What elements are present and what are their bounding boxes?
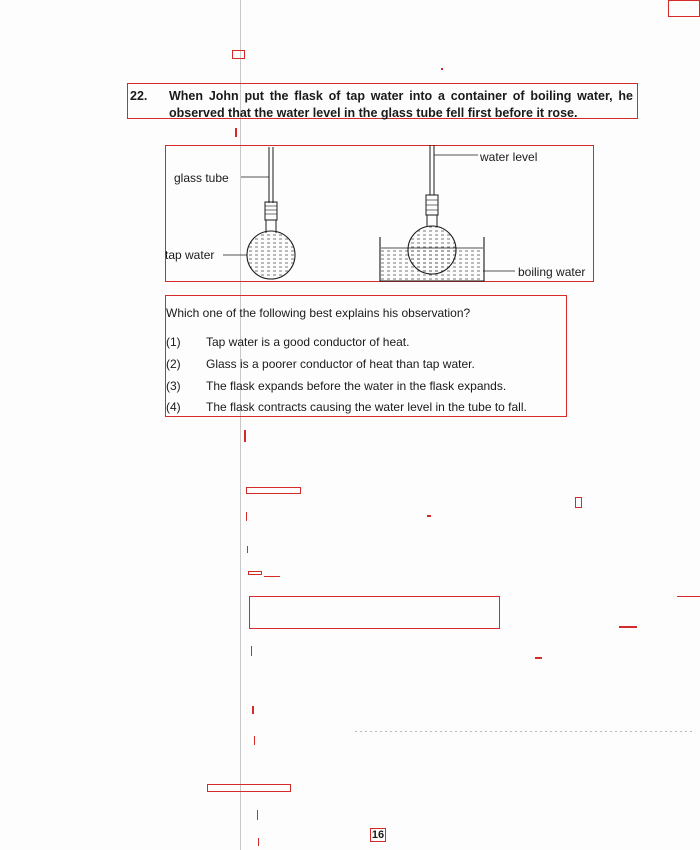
option-1-text: Tap water is a good conductor of heat. — [206, 335, 410, 349]
label-water-level: water level — [480, 150, 538, 164]
page-number: 16 — [371, 829, 385, 841]
annotation-vline-4 — [251, 646, 252, 656]
option-3-text: The flask expands before the water in the flask expands. — [206, 379, 507, 393]
label-tap-water: tap water — [165, 248, 215, 262]
option-4-text: The flask contracts causing the water level in the tube to fall. — [206, 400, 527, 414]
option-1-number: (1) — [166, 335, 181, 349]
annotation-box-1 — [246, 487, 301, 494]
annotation-tick — [235, 128, 237, 137]
annotation-vline-3 — [247, 546, 248, 553]
diagram-drawing — [165, 145, 594, 282]
option-3-number: (3) — [166, 379, 181, 393]
option-2-number: (2) — [166, 357, 181, 371]
question-number: 22. — [130, 89, 148, 103]
scan-fold-line — [240, 0, 241, 850]
option-2-text: Glass is a poorer conductor of heat than tap water. — [206, 357, 475, 371]
annotation-box-4 — [207, 784, 291, 792]
annotation-vline-2 — [246, 512, 247, 521]
annotation-dot-2 — [427, 515, 431, 517]
annotation-vline-8 — [258, 838, 259, 846]
annotation-vline-1 — [244, 430, 246, 442]
answer-options — [165, 296, 567, 417]
annotation-dot — [441, 68, 443, 70]
scan-dotted-line — [355, 731, 695, 732]
annotation-vline-7 — [257, 810, 258, 820]
annotation-hline-right — [677, 596, 700, 597]
annotation-vline-5 — [252, 706, 254, 714]
question-prompt: Which one of the following best explains his observation? — [166, 306, 471, 320]
left-flask — [223, 147, 295, 279]
annotation-box-3 — [248, 571, 262, 575]
option-4-number: (4) — [166, 400, 181, 414]
label-glass-tube: glass tube — [174, 171, 229, 185]
annotation-box-large — [249, 596, 500, 629]
annotation-hline-2 — [619, 626, 637, 628]
question-text: When John put the flask of tap water into a container of boiling water, he observed that the water level in the glass tube fell first before it rose. — [169, 89, 633, 120]
annotation-hline-1 — [264, 576, 280, 577]
annotation-dot-3 — [535, 657, 542, 659]
right-flask — [380, 145, 515, 281]
experiment-diagram — [165, 145, 594, 282]
annotation-vline-6 — [254, 736, 255, 745]
annotation-box-top-right — [668, 0, 700, 17]
annotation-box-top-small — [232, 50, 245, 59]
annotation-box-2 — [575, 497, 582, 508]
label-boiling-water: boiling water — [518, 265, 586, 279]
